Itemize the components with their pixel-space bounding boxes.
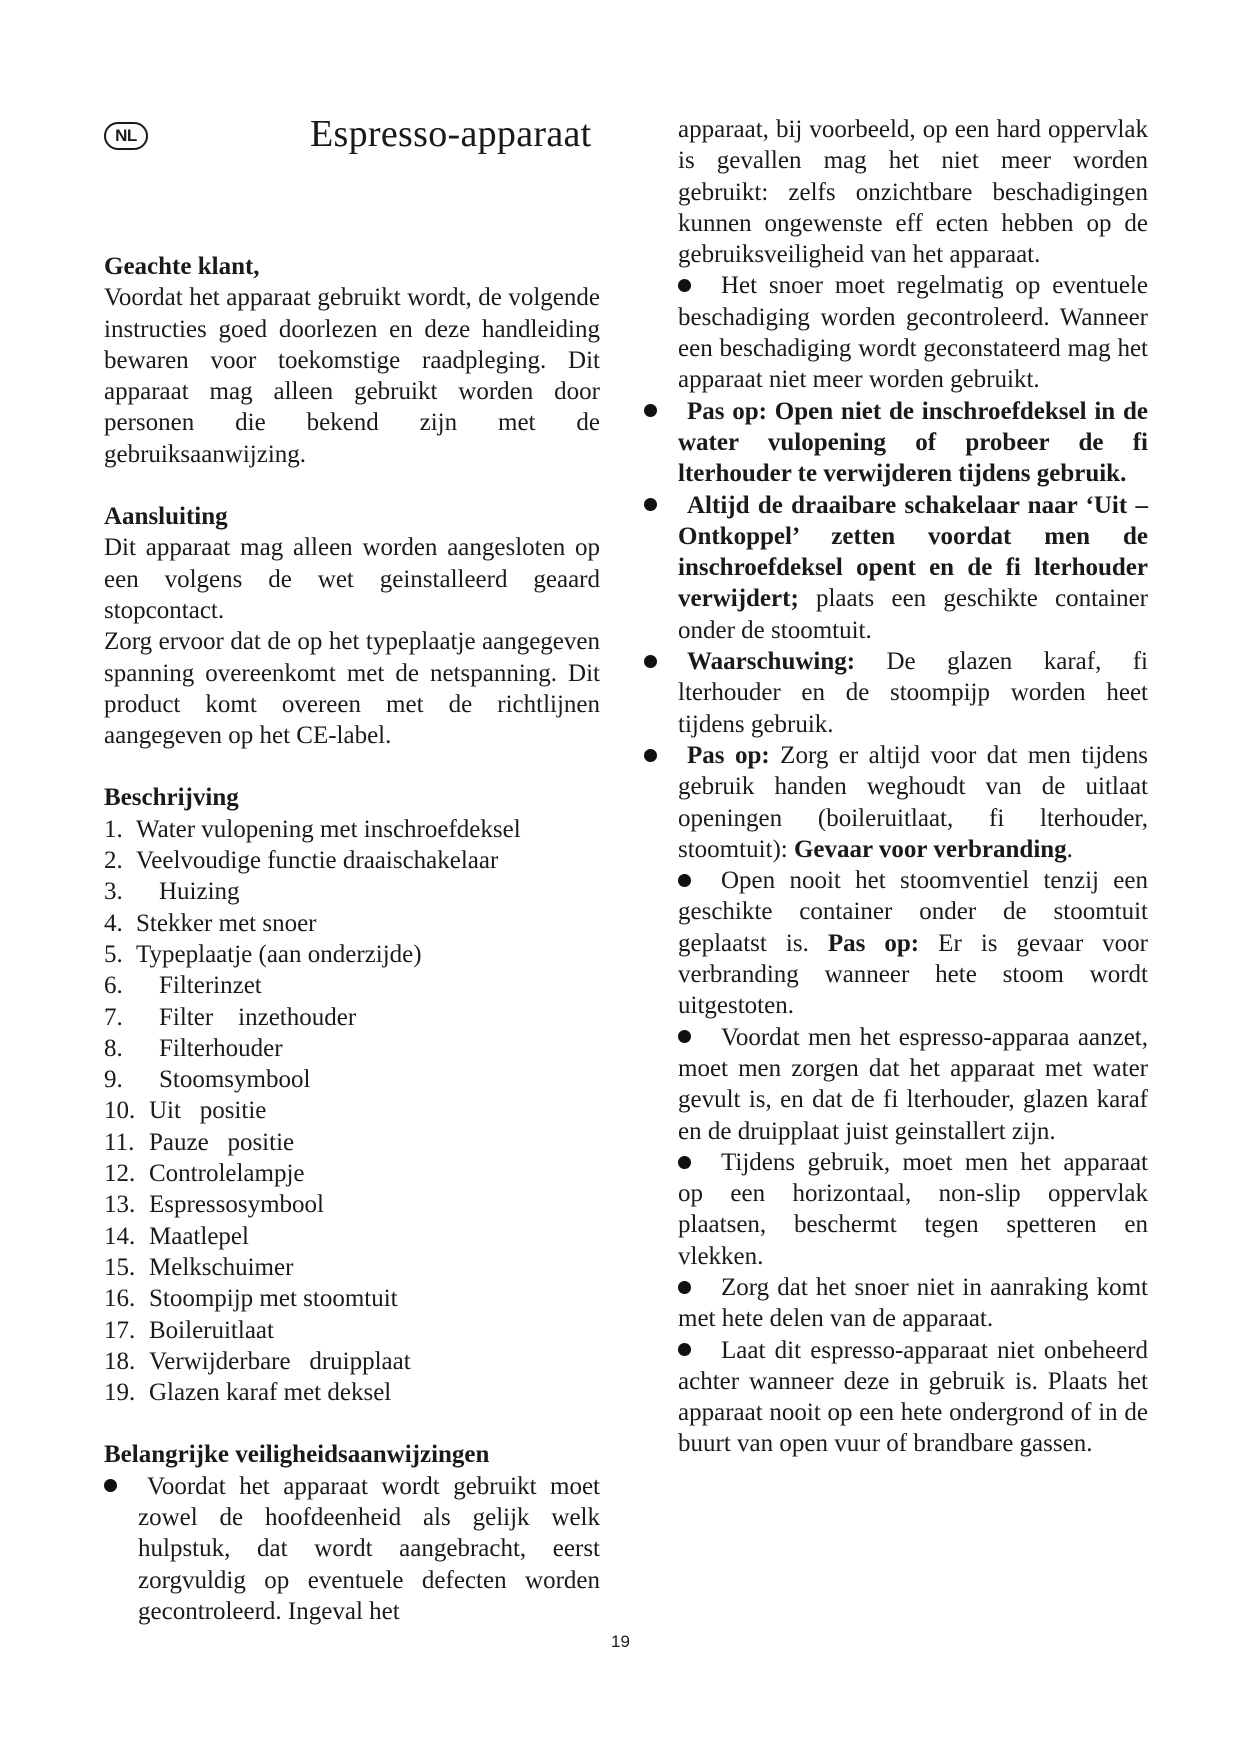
safety-bullet-4: Altijd de draaibare schakelaar naar ‘Uit – Ontkoppel’ zetten voordat men de inschroefdeksel opent en de fi lterhouder verwijdert; plaats een geschikte container onder de stoomtuit. bbox=[678, 490, 1148, 646]
parts-list-number: 15. bbox=[104, 1253, 136, 1281]
parts-list-item bbox=[104, 814, 600, 845]
safety-bullet-2: Het snoer moet regelmatig op eventuele beschadiging worden gecontroleerd. Wanneer een beschadiging wordt geconstateerd mag het apparaat niet meer worden gebruikt. bbox=[678, 272, 1148, 394]
safety-bullet-3: Pas op: Open niet de inschroefdeksel in de water vulopening of probeer de fi lterhouder te verwijderen tijdens gebruik. bbox=[678, 396, 1148, 490]
bullet-icon bbox=[678, 1156, 691, 1169]
safety-bullet-1-continued: apparaat, bij voorbeeld, op een hard oppervlak is gevallen mag het niet meer worden gebruikt: zelfs onzichtbare beschadigingen kunnen ongewenste eff ecten hebben op de gebruiksveiligheid van het apparaat. bbox=[678, 116, 1148, 269]
parts-list-number: 14. bbox=[104, 1222, 136, 1250]
language-badge: NL bbox=[104, 122, 148, 150]
page-title: Espresso-apparaat bbox=[310, 113, 592, 155]
parts-list-label: Glazen karaf met deksel bbox=[149, 1379, 392, 1407]
page-number: 19 bbox=[611, 1632, 630, 1651]
parts-list-label: Huizing bbox=[159, 878, 240, 906]
parts-list-number: 5. bbox=[104, 940, 123, 968]
bullet-icon bbox=[644, 655, 657, 668]
parts-list-item bbox=[104, 1127, 600, 1158]
bullet-icon bbox=[644, 498, 657, 511]
parts-list-item bbox=[104, 876, 600, 907]
parts-list-label: Boileruitlaat bbox=[149, 1316, 274, 1344]
bullet-icon bbox=[678, 1030, 691, 1043]
parts-list-label: Espressosymbool bbox=[149, 1191, 324, 1219]
safety-bullet-8: Voordat men het espresso-apparaa aanzet, moet men zorgen dat het apparaat met water gevult is, en dat de fi lterhouder, glazen karaf en de druipplaat juist geinstallert zijn. bbox=[678, 1023, 1148, 1145]
parts-list-number: 1. bbox=[104, 815, 123, 843]
safety-bullet-7: Open nooit het stoomventiel tenzij een geschikte container onder de stoomtuit geplaatst is. Pas op: Er is gevaar voor verbranding wanneer hete stoom wordt uitgestoten. bbox=[678, 867, 1149, 1020]
parts-list-item bbox=[104, 1033, 600, 1064]
safety-bullet-11: Laat dit espresso-apparaat niet onbeheerd achter wanneer deze in gebruik is. Plaats het apparaat nooit op een hete ondergrond of in de buurt van open vuur of brandbare gassen. bbox=[678, 1336, 1148, 1458]
bullet-icon bbox=[644, 404, 657, 417]
bullet-icon bbox=[678, 1281, 691, 1294]
parts-list-item bbox=[104, 1189, 600, 1220]
parts-list-label: Stoomsymbool bbox=[159, 1066, 311, 1094]
parts-list-number: 10. bbox=[104, 1097, 136, 1125]
parts-list-item bbox=[104, 1377, 600, 1408]
parts-list-label: Maatlepel bbox=[149, 1222, 249, 1250]
right-column bbox=[678, 114, 1148, 1460]
parts-list-label: Filterhouder bbox=[159, 1034, 283, 1062]
parts-list-number: 8. bbox=[104, 1034, 123, 1062]
safety-bullet-6: Pas op: Zorg er altijd voor dat men tijdens gebruik handen weghoudt van de uitlaat openingen (boileruitlaat, fi lterhouder, stoomtuit): Gevaar voor verbranding. bbox=[678, 740, 1148, 865]
connection-text-2: Zorg ervoor dat de op het typeplaatje aangegeven spanning overeenkomt met de netspanning. Dit product komt overeen met de richtlijnen aangegeven op het CE-label. bbox=[104, 628, 600, 750]
parts-list-label: Filterinzet bbox=[159, 972, 262, 1000]
parts-list-item bbox=[104, 845, 600, 876]
parts-list-item bbox=[104, 1002, 600, 1033]
bullet-icon bbox=[644, 749, 657, 762]
parts-list-label: Typeplaatje (aan onderzijde) bbox=[136, 940, 422, 968]
parts-list-number: 6. bbox=[104, 972, 123, 1000]
parts-list-item bbox=[104, 1346, 600, 1377]
left-column bbox=[104, 114, 600, 1627]
bullet-icon bbox=[678, 279, 691, 292]
parts-list-number: 12. bbox=[104, 1160, 136, 1188]
bullet-icon bbox=[678, 1343, 691, 1356]
connection-text-1: Dit apparaat mag alleen worden aangesloten op een volgens de wet geinstalleerd geaard stopcontact. bbox=[104, 534, 600, 624]
parts-list-item bbox=[104, 939, 600, 970]
parts-list-label: Verwijderbare druipplaat bbox=[149, 1347, 411, 1375]
safety-bullet-10: Zorg dat het snoer niet in aanraking komt met hete delen van de apparaat. bbox=[678, 1273, 1148, 1333]
parts-list-item bbox=[104, 1252, 600, 1283]
parts-list-item bbox=[104, 1283, 600, 1314]
parts-list-item bbox=[104, 1221, 600, 1252]
parts-list-number: 17. bbox=[104, 1316, 136, 1344]
parts-list-label: Filter inzethouder bbox=[159, 1003, 357, 1031]
parts-list-number: 11. bbox=[104, 1128, 135, 1156]
safety-heading: Belangrijke veiligheidsaanwijzingen bbox=[104, 1441, 490, 1469]
parts-list-label: Stekker met snoer bbox=[136, 909, 317, 937]
parts-list-number: 7. bbox=[104, 1003, 123, 1031]
parts-list-number: 18. bbox=[104, 1347, 136, 1375]
parts-list-number: 3. bbox=[104, 878, 123, 906]
parts-list-item bbox=[104, 970, 600, 1001]
parts-list-label: Uit positie bbox=[149, 1097, 267, 1125]
parts-list-item bbox=[104, 1315, 600, 1346]
parts-list-label: Controlelampje bbox=[149, 1160, 305, 1188]
parts-list-number: 9. bbox=[104, 1066, 123, 1094]
parts-list-item bbox=[104, 1158, 600, 1189]
parts-list-number: 16. bbox=[104, 1285, 136, 1313]
parts-list-label: Stoompijp met stoomtuit bbox=[149, 1285, 398, 1313]
parts-list-label: Pauze positie bbox=[149, 1128, 295, 1156]
bullet-icon bbox=[104, 1479, 117, 1492]
parts-list-label: Veelvoudige functie draaischakelaar bbox=[136, 847, 499, 875]
safety-bullet-5: Waarschuwing: De glazen karaf, fi lterhouder en de stoompijp worden heet tijdens gebruik. bbox=[678, 646, 1148, 740]
intro-text: Voordat het apparaat gebruikt wordt, de volgende instructies goed doorlezen en deze handleiding bewaren voor toekomstige raadpleging. Dit apparaat mag alleen gebruikt worden door personen die bekend zijn met de gebruiksaanwijzing. bbox=[104, 284, 600, 468]
parts-list-number: 13. bbox=[104, 1191, 136, 1219]
parts-list-label: Water vulopening met inschroefdeksel bbox=[136, 815, 521, 843]
description-heading: Beschrijving bbox=[104, 784, 239, 812]
parts-list-item bbox=[104, 1064, 600, 1095]
intro-heading: Geachte klant, bbox=[104, 253, 260, 280]
parts-list-number: 19. bbox=[104, 1379, 136, 1407]
parts-list-number: 2. bbox=[104, 847, 123, 875]
bullet-icon bbox=[678, 874, 691, 887]
parts-list-number: 4. bbox=[104, 909, 123, 937]
parts-list-label: Melkschuimer bbox=[149, 1253, 294, 1281]
parts-list bbox=[104, 814, 600, 1409]
safety-bullet-1-start: Voordat het apparaat wordt gebruikt moet zowel de hoofdeenheid als gelijk welk hulpstuk, dat wordt aangebracht, eerst zorgvuldig op eventuele defecten worden gecontroleerd. Ingeval het bbox=[138, 1471, 600, 1627]
safety-bullet-9: Tijdens gebruik, moet men het apparaat op een horizontaal, non-slip oppervlak plaatsen, beschermt tegen spetteren en vlekken. bbox=[678, 1148, 1148, 1270]
parts-list-item bbox=[104, 908, 600, 939]
parts-list-item bbox=[104, 1095, 600, 1126]
connection-heading: Aansluiting bbox=[104, 503, 228, 531]
